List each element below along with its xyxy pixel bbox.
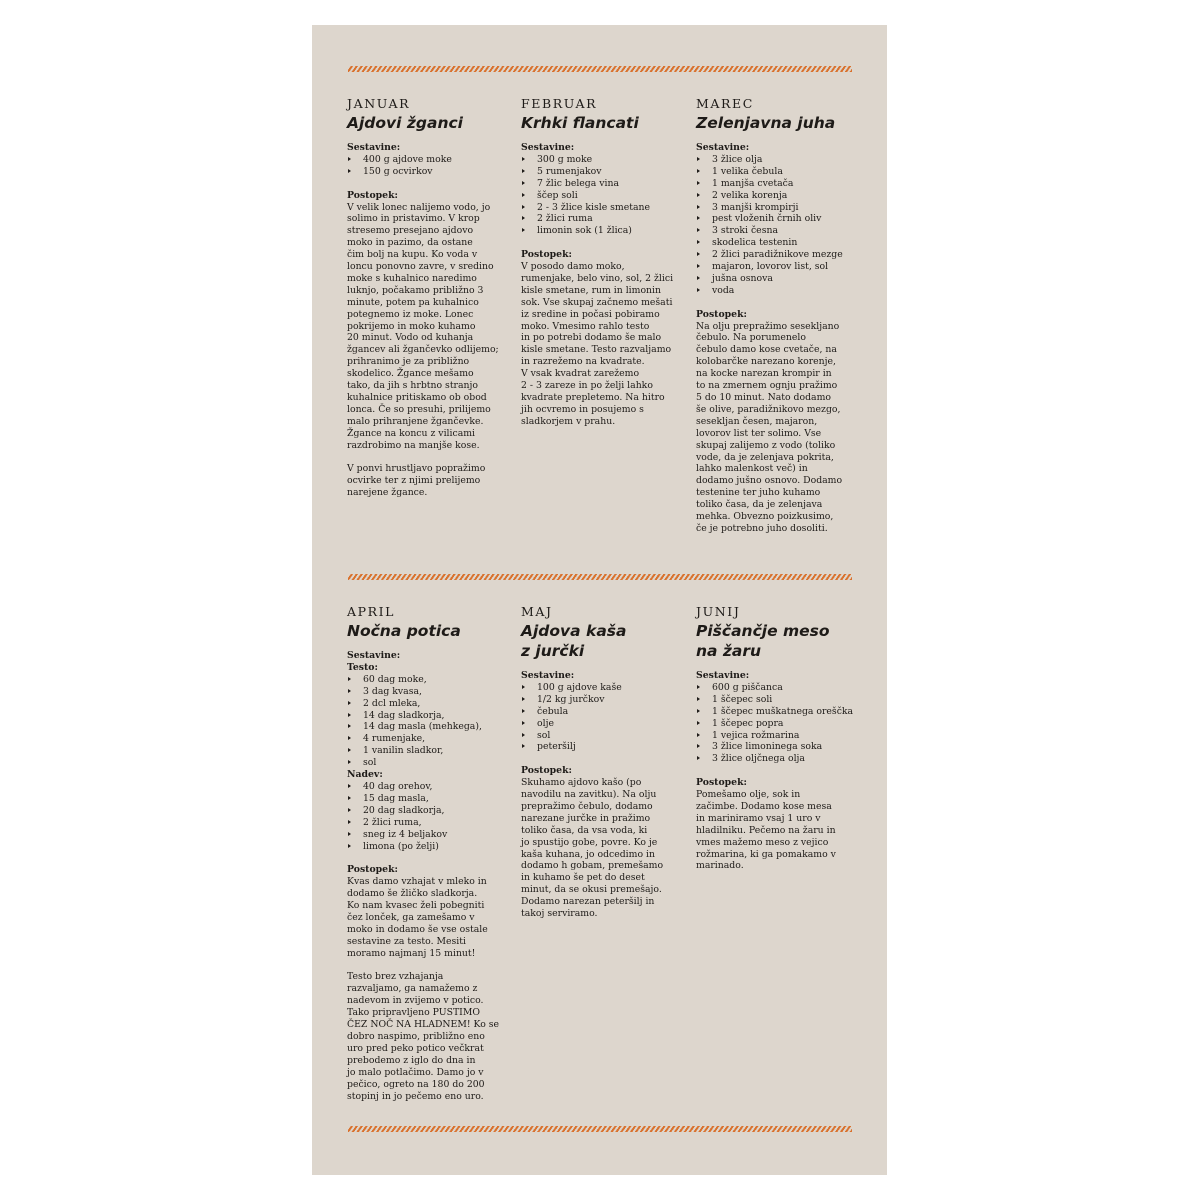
method-paragraph: Pomešamo olje, sok in začimbe. Dodamo kose mesa in mariniramo vsaj 1 uro v hladilniku. Pečemo na žaru in vmes mažemo meso z vejico rožmarina, ki ga pomakamo v marinado. <box>696 789 836 872</box>
ingredient-item: limona (po želji) <box>347 841 517 853</box>
recipe-title: z jurčki <box>521 642 585 660</box>
ingredient-item: 1 ščepec soli <box>696 694 866 706</box>
recipe-card-januar <box>347 97 517 499</box>
ingredient-item: 2 žlici paradižnikove mezge <box>696 249 866 261</box>
method-label: Postopek: <box>696 777 747 789</box>
recipe-title: Ajdova kaša <box>521 622 627 640</box>
ingredients-label: Sestavine: <box>521 670 575 681</box>
ingredient-item: 2 žlici ruma <box>521 213 691 225</box>
recipe-body <box>521 142 691 428</box>
ingredient-item: 40 dag orehov, <box>347 781 517 793</box>
ingredient-item: 3 žlice oljčnega olja <box>696 753 866 765</box>
ingredient-item: sol <box>347 757 517 769</box>
ingredients-label: Sestavine: <box>696 670 750 681</box>
recipe-month: FEBRUAR <box>521 96 598 111</box>
method-label: Postopek: <box>521 249 572 261</box>
ingredient-item: 1 ščepec muškatnega oreščka <box>696 706 866 718</box>
ingredients-label: Sestavine: <box>347 142 401 153</box>
recipe-body <box>696 142 866 535</box>
decorative-stripe-bottom <box>348 1126 852 1132</box>
ingredient-item: 1/2 kg jurčkov <box>521 694 691 706</box>
recipe-body <box>347 142 517 499</box>
ingredient-item: 1 vanilin sladkor, <box>347 745 517 757</box>
recipe-month: JUNIJ <box>696 604 741 619</box>
recipe-card-februar <box>521 97 691 428</box>
recipe-title: Ajdovi žganci <box>347 114 463 132</box>
ingredient-item: 1 manjša cvetača <box>696 178 866 190</box>
ingredient-item: 14 dag masla (mehkega), <box>347 721 517 733</box>
ingredient-item: 3 stroki česna <box>696 225 866 237</box>
decorative-stripe-middle <box>348 574 852 580</box>
ingredient-item: sol <box>521 730 691 742</box>
ingredient-item: 60 dag moke, <box>347 674 517 686</box>
method-paragraph: V posodo damo moko, rumenjake, belo vino, sol, 2 žlici kisle smetane, rum in limonin sok. Vse skupaj začnemo mešati iz sredine in počasi pobiramo moko. Vmesimo rahlo testo in po potrebi dodamo še malo kisle smetane. Testo razvaljamo in razrežemo na kvadrate. V vsak kvadrat zarežemo 2 - 3 zareze in po želji lahko kvadrate prepletemo. Na hitro jih ocvremo in posujemo s sladkorjem v prahu. <box>521 261 674 427</box>
ingredient-list <box>521 154 691 237</box>
ingredient-group-label: Nadev: <box>347 769 383 781</box>
ingredient-list <box>521 682 691 753</box>
ingredient-item: pest vloženih črnih oliv <box>696 213 866 225</box>
ingredient-item: čebula <box>521 706 691 718</box>
method-label: Postopek: <box>347 864 398 876</box>
spacer <box>347 852 517 864</box>
recipe-body <box>347 650 517 1102</box>
ingredients-label: Sestavine: <box>696 142 750 153</box>
recipe-card-junij <box>696 605 866 872</box>
recipe-page <box>312 25 887 1175</box>
ingredient-group-label: Testo: <box>347 661 378 673</box>
recipe-body <box>521 670 691 920</box>
ingredient-item: 600 g piščanca <box>696 682 866 694</box>
method-paragraph: Testo brez vzhajanja razvaljamo, ga namažemo z nadevom in zvijemo v potico. Tako pripravljeno PUSTIMO ČEZ NOČ NA HLADNEM! Ko se dobro naspimo, približno eno uro pred peko potico večkrat prebodemo z iglo do dna in jo malo potlačimo. Damo jo v pečico, ogreto na 180 do 200 stopinj in jo pečemo eno uro. <box>347 971 500 1102</box>
ingredient-list <box>347 674 517 769</box>
ingredient-list <box>696 154 866 297</box>
recipe-title: Piščančje meso <box>696 622 830 640</box>
recipe-card-april <box>347 605 517 1102</box>
ingredient-item: 3 žlice limoninega soka <box>696 741 866 753</box>
recipe-month: JANUAR <box>347 96 411 111</box>
ingredient-item: olje <box>521 718 691 730</box>
ingredient-item: limonin sok (1 žlica) <box>521 225 691 237</box>
recipe-title: Nočna potica <box>347 622 461 640</box>
ingredient-item: ščep soli <box>521 190 691 202</box>
ingredient-item: 2 žlici ruma, <box>347 817 517 829</box>
method-label: Postopek: <box>521 765 572 777</box>
decorative-stripe-top <box>348 66 852 72</box>
ingredient-item: sneg iz 4 beljakov <box>347 829 517 841</box>
recipe-card-maj <box>521 605 691 920</box>
ingredients-label: Sestavine: <box>347 650 401 661</box>
method-paragraph: V ponvi hrustljavo popražimo ocvirke ter z njimi prelijemo narejene žgance. <box>347 463 486 499</box>
recipe-month: APRIL <box>347 604 396 619</box>
ingredient-item: 14 dag sladkorja, <box>347 710 517 722</box>
spacer <box>347 178 517 190</box>
spacer <box>521 753 691 765</box>
spacer <box>696 765 866 777</box>
ingredient-list <box>347 154 517 178</box>
ingredient-item: 2 dcl mleka, <box>347 698 517 710</box>
ingredient-item: 3 dag kvasa, <box>347 686 517 698</box>
spacer <box>347 452 517 464</box>
spacer <box>347 960 517 972</box>
method-paragraph: Skuhamo ajdovo kašo (po navodilu na zavitku). Na olju prepražimo čebulo, dodamo narezane jurčke in pražimo toliko časa, da vsa voda, ki jo spustijo gobe, povre. Ko je kaša kuhana, jo odcedimo in dodamo h gobam, premešamo in kuhamo še pet do deset minut, da se okusi premešajo. Dodamo narezan peteršilj in takoj serviramo. <box>521 777 664 920</box>
ingredient-item: 4 rumenjake, <box>347 733 517 745</box>
ingredient-item: 1 velika čebula <box>696 166 866 178</box>
ingredient-item: majaron, lovorov list, sol <box>696 261 866 273</box>
ingredient-item: jušna osnova <box>696 273 866 285</box>
method-paragraph: Na olju prepražimo sesekljano čebulo. Na porumenelo čebulo damo kose cvetače, na kolobarčke narezano korenje, na kocke narezan krompir in to na zmernem ognju pražimo 5 do 10 minut. Nato dodamo še olive, paradižnikovo mezgo, sesekljan česen, majaron, lovorov list ter solimo. Vse skupaj zalijemo z vodo (toliko vode, da je zelenjava pokrita, lahko malenkost več) in dodamo jušno osnovo. Dodamo testenine ter juho kuhamo toliko časa, da je zelenjava mehka. Obvezno poizkusimo, če je potrebno juho dosoliti. <box>696 320 843 534</box>
ingredient-item: 400 g ajdove moke <box>347 154 517 166</box>
recipe-title: Krhki flancati <box>521 114 639 132</box>
ingredient-item: 300 g moke <box>521 154 691 166</box>
ingredient-item: 5 rumenjakov <box>521 166 691 178</box>
ingredient-item: 2 velika korenja <box>696 190 866 202</box>
ingredient-list <box>696 682 866 765</box>
ingredient-item: 150 g ocvirkov <box>347 166 517 178</box>
ingredients-label: Sestavine: <box>521 142 575 153</box>
method-label: Postopek: <box>347 189 398 201</box>
method-paragraph: V velik lonec nalijemo vodo, jo solimo in pristavimo. V krop stresemo presejano ajdovo moko in pazimo, da ostane čim bolj na kupu. Ko voda v loncu ponovno zavre, v sredino moke s kuhalnico naredimo luknjo, počakamo približno 3 minute, potem pa kuhalnico potegnemo iz moke. Lonec pokrijemo in moko kuhamo 20 minut. Vodo od kuhanja žgancev ali žgančevko odlijemo; prihranimo je za približno skodelico. Žgance mešamo tako, da jih s hrbtno stranjo kuhalnice pritiskamo ob obod lonca. Če so presuhi, prilijemo malo prihranjene žgančevke. Žgance na koncu z vilicami razdrobimo na manjše kose. <box>347 201 499 451</box>
ingredient-item: voda <box>696 285 866 297</box>
recipe-month: MAREC <box>696 96 754 111</box>
recipe-body <box>696 670 866 872</box>
ingredient-item: 1 vejica rožmarina <box>696 730 866 742</box>
method-paragraph: Kvas damo vzhajat v mleko in dodamo še žličko sladkorja. Ko nam kvasec želi pobegniti čez lonček, ga zamešamo v moko in dodamo še vse ostale sestavine za testo. Mesiti moramo najmanj 15 minut! <box>347 876 488 959</box>
ingredient-item: 3 manjši krompirji <box>696 202 866 214</box>
method-label: Postopek: <box>696 308 747 320</box>
ingredient-item: 1 ščepec popra <box>696 718 866 730</box>
spacer <box>696 297 866 309</box>
recipe-title: na žaru <box>696 642 762 660</box>
ingredient-list <box>347 781 517 852</box>
ingredient-item: skodelica testenin <box>696 237 866 249</box>
ingredient-item: 3 žlice olja <box>696 154 866 166</box>
ingredient-item: 7 žlic belega vina <box>521 178 691 190</box>
recipe-title: Zelenjavna juha <box>696 114 836 132</box>
ingredient-item: 100 g ajdove kaše <box>521 682 691 694</box>
recipe-month: MAJ <box>521 604 553 619</box>
ingredient-item: 20 dag sladkorja, <box>347 805 517 817</box>
ingredient-item: peteršilj <box>521 741 691 753</box>
ingredient-item: 2 - 3 žlice kisle smetane <box>521 202 691 214</box>
recipe-card-marec <box>696 97 866 535</box>
ingredient-item: 15 dag masla, <box>347 793 517 805</box>
spacer <box>521 237 691 249</box>
